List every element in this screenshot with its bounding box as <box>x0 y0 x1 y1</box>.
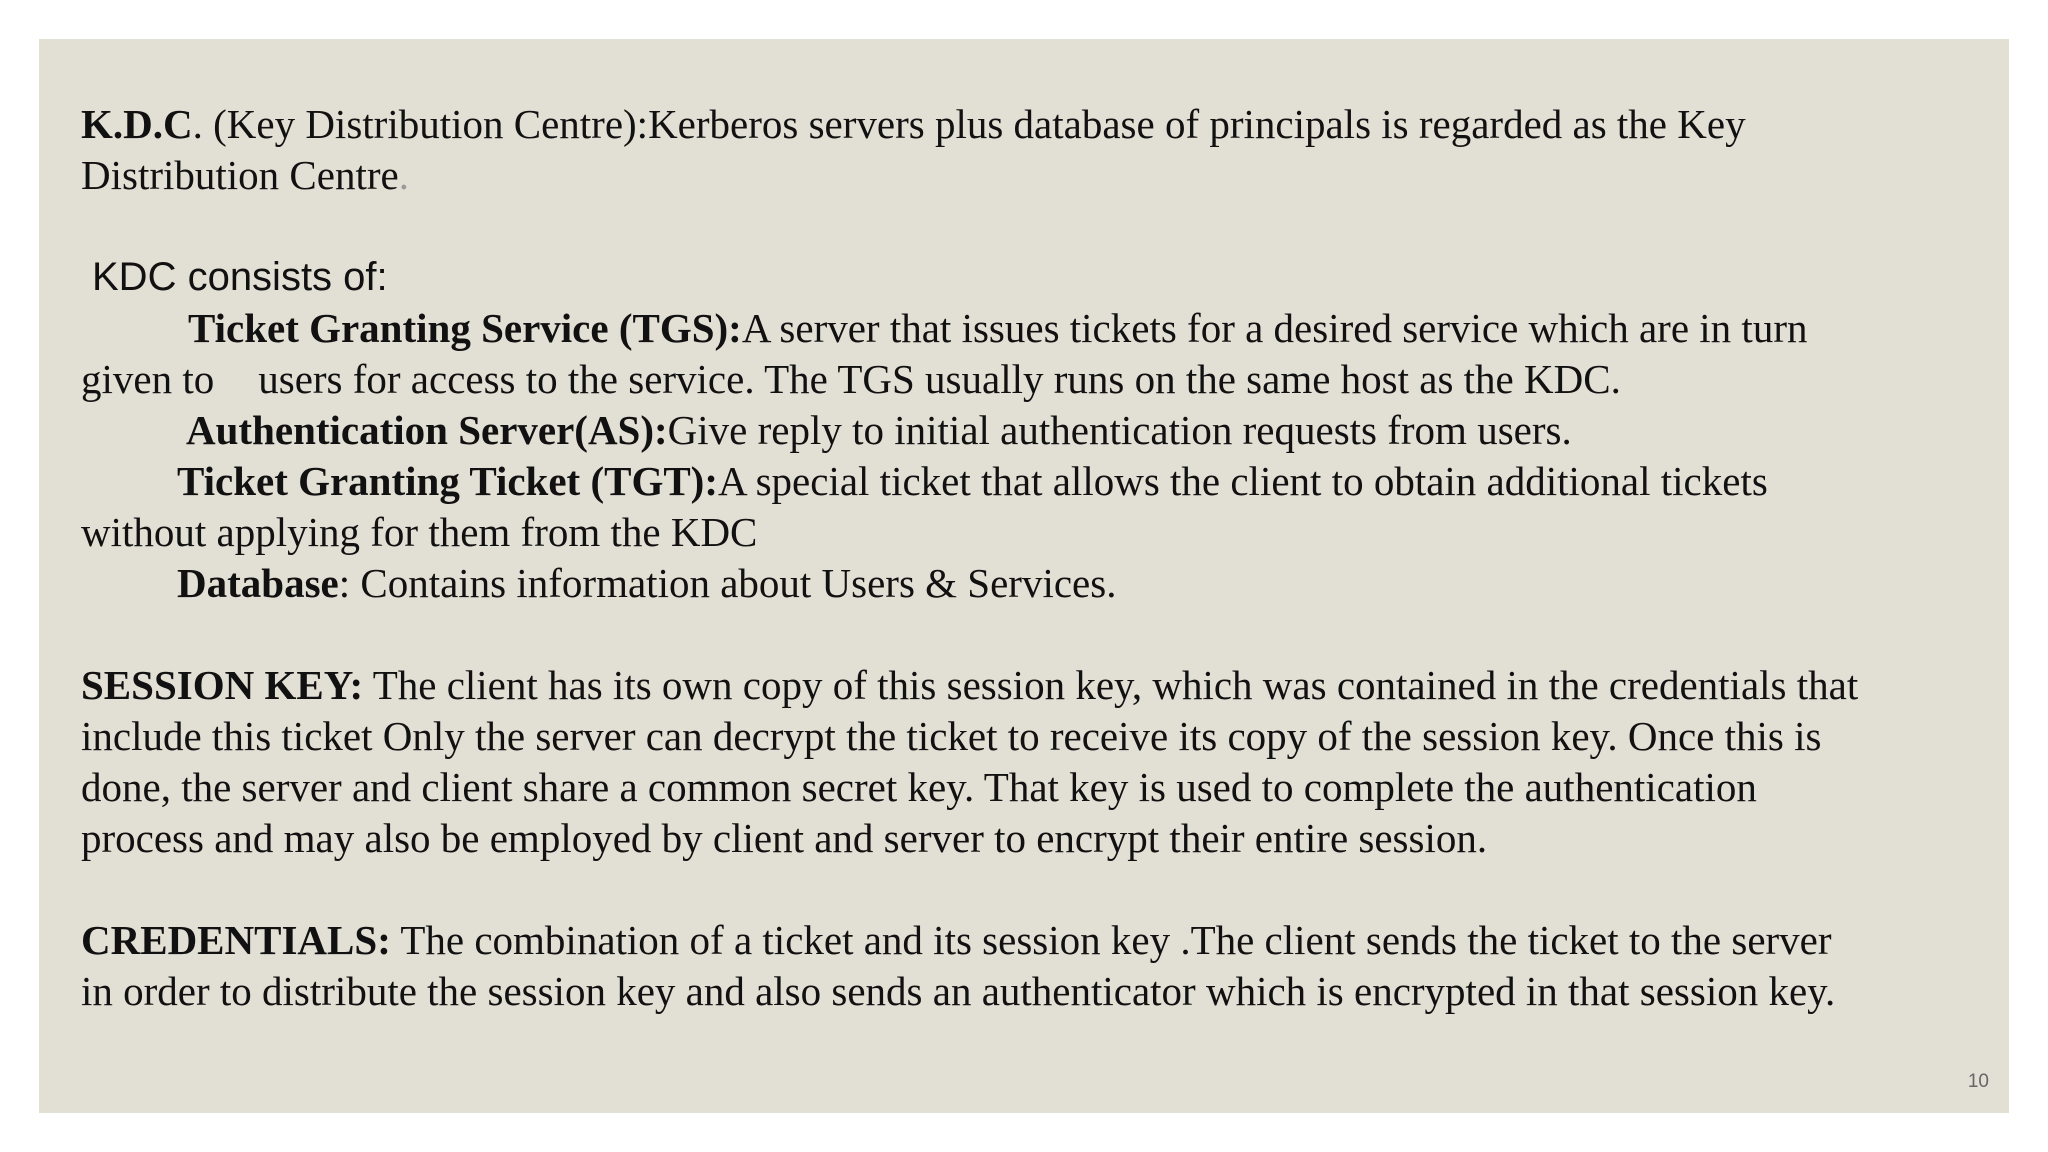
kdc-trailing-dot: . <box>398 152 409 198</box>
session-key-line4: process and may also be employed by client and server to encrypt their entire session. <box>81 815 1488 861</box>
tgt-description: A special ticket that allows the client to obtain additional tickets <box>718 458 1768 504</box>
as-line <box>81 405 1981 456</box>
kdc-consists-heading: KDC consists of: <box>92 255 388 299</box>
tgs-description-2a: given to <box>81 356 215 402</box>
session-key-line1 <box>81 660 1981 711</box>
credentials-line2: in order to distribute the session key and also sends an authenticator which is encrypted in that session key. <box>81 968 1836 1014</box>
session-key-line3: done, the server and client share a common secret key. That key is used to complete the authentication <box>81 764 1757 810</box>
kdc-definition-line1 <box>81 99 1981 150</box>
tgt-term: Ticket Granting Ticket (TGT): <box>177 458 718 504</box>
session-key-term: SESSION KEY: <box>81 662 364 708</box>
kdc-definition-text: . (Key Distribution Centre):Kerberos servers plus database of principals is regarded as the Key <box>192 101 1746 147</box>
tgs-description-2b: users for access to the service. The TGS usually runs on the same host as the KDC. <box>258 356 1621 402</box>
session-key-line2: include this ticket Only the server can decrypt the ticket to receive its copy of the session key. Once this is <box>81 713 1822 759</box>
tgs-description: A server that issues tickets for a desired service which are in turn <box>741 305 1808 351</box>
spacer <box>81 609 1981 660</box>
database-description: : Contains information about Users & Services. <box>338 560 1117 606</box>
kdc-definition-line2 <box>81 150 1981 201</box>
credentials-term: CREDENTIALS: <box>81 917 391 963</box>
kdc-term: K.D.C <box>81 101 193 147</box>
spacer <box>81 864 1981 915</box>
tgs-line2 <box>81 354 1981 405</box>
tgs-line1 <box>81 303 1981 354</box>
credentials-line1 <box>81 915 1981 966</box>
credentials-text1: The combination of a ticket and its session key .The client sends the ticket to the server <box>390 917 1832 963</box>
tgt-line1 <box>81 456 1981 507</box>
as-description: Give reply to initial authentication requests from users. <box>667 407 1572 453</box>
kdc-definition-text2: Distribution Centre <box>81 152 399 198</box>
tgs-term: Ticket Granting Service (TGS): <box>188 305 742 351</box>
tgt-line2: without applying for them from the KDC <box>81 509 758 555</box>
slide <box>39 39 2009 1113</box>
as-term: Authentication Server(AS): <box>186 407 668 453</box>
page-number: 10 <box>1967 1071 1989 1092</box>
database-line <box>81 558 1981 609</box>
session-key-text1: The client has its own copy of this session key, which was contained in the credentials that <box>363 662 1859 708</box>
slide-body <box>81 99 1981 1017</box>
spacer <box>81 201 1981 252</box>
database-term: Database <box>177 560 339 606</box>
